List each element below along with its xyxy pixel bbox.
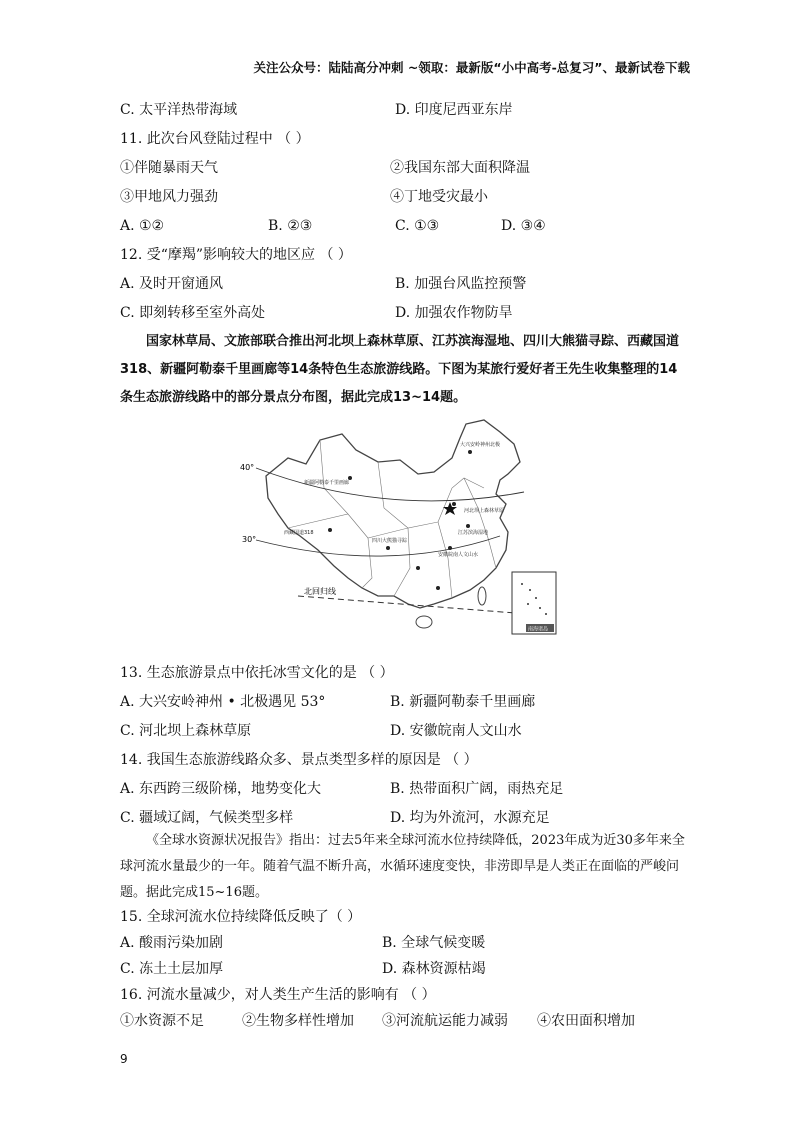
lat-40-line [256, 468, 524, 501]
q12-option-d: D. 加强农作物防旱 [395, 305, 513, 321]
tropic-label: 北回归线 [304, 587, 336, 596]
label-anhui: 安徽皖南人文山水 [438, 552, 479, 558]
q11-option-a: A. ①② [120, 218, 165, 234]
q12-option-b: B. 加强台风监控预警 [395, 276, 527, 292]
q12-option-a: A. 及时开窗通风 [120, 276, 224, 292]
q14-stem: 14. 我国生态旅游线路众多、景点类型多样的原因是 （ ） [120, 752, 478, 768]
passage-1: 国家林草局、文旅部联合推出河北坝上森林草原、江苏滨海湿地、四川大熊猫寻踪、西藏国道318、新疆阿勒泰千里画廊等14条特色生态旅游线路。下图为某旅行爱好者王先生收集整理的14条生态旅游线路中的部分景点分布图，据此完成13~14题。 [120, 334, 680, 405]
q16-item-3: ③河流航运能力减弱 [382, 1013, 508, 1029]
q15-option-c: C. 冻土土层加厚 [120, 961, 224, 977]
q11-stem: 11. 此次台风登陆过程中 （ ） [120, 131, 310, 147]
q14-option-d: D. 均为外流河，水源充足 [390, 810, 550, 826]
label-xizang: 西藏国道318 [284, 530, 314, 536]
china-outline [266, 420, 520, 608]
q14-option-b: B. 热带面积广阔，雨热充足 [390, 781, 564, 797]
q10-option-c: C. 太平洋热带海域 [120, 102, 238, 118]
q11-item-2: ②我国东部大面积降温 [390, 160, 530, 176]
q13-option-d: D. 安徽皖南人文山水 [390, 723, 522, 739]
q15-option-d: D. 森林资源枯竭 [382, 961, 486, 977]
taiwan-island [478, 587, 486, 605]
label-sichuan: 四川大熊猫寻踪 [372, 538, 408, 544]
q10-option-d: D. 印度尼西亚东岸 [395, 102, 513, 118]
q13-option-b: B. 新疆阿勒泰千里画廊 [390, 694, 536, 710]
hainan-island [416, 616, 432, 628]
scenic-spot-map [238, 418, 568, 646]
inset-label: 南海诸岛 [528, 626, 549, 633]
q13-option-a: A. 大兴安岭神州 • 北极遇见 53° [120, 694, 326, 710]
q13-option-c: C. 河北坝上森林草原 [120, 723, 252, 739]
q15-stem: 15. 全球河流水位持续降低反映了（ ） [120, 909, 362, 925]
q11-item-3: ③甲地风力强劲 [120, 189, 218, 205]
q16-item-2: ②生物多样性增加 [242, 1013, 354, 1029]
q16-item-1: ①水资源不足 [120, 1013, 204, 1029]
page-number: 9 [120, 1052, 128, 1066]
label-jiangsu: 江苏滨海湿地 [458, 530, 489, 536]
q14-option-c: C. 疆域辽阔，气候类型多样 [120, 810, 294, 826]
lat-30-label: 30° [242, 535, 257, 544]
label-xinjiang: 新疆阿勒泰千里画廊 [304, 480, 350, 486]
q11-option-d: D. ③④ [501, 218, 546, 234]
lat-40-label: 40° [240, 463, 255, 472]
q11-option-b: B. ②③ [268, 218, 313, 234]
q16-stem: 16. 河流水量减少，对人类生产生活的影响有 （ ） [120, 987, 436, 1003]
q12-option-c: C. 即刻转移至室外高处 [120, 305, 266, 321]
q14-option-a: A. 东西跨三级阶梯，地势变化大 [120, 781, 322, 797]
q11-option-c: C. ①③ [395, 218, 440, 234]
passage-2: 《全球水资源状况报告》指出：过去5年来全球河流水位持续降低，2023年成为近30多年来全球河流水量最少的一年。随着气温不断升高，水循环速度变快，非涝即旱是人类正在面临的严峻问题。据此完成15~16题。 [120, 833, 685, 900]
q13-stem: 13. 生态旅游景点中依托冰雪文化的是 （ ） [120, 665, 394, 681]
q16-item-4: ④农田面积增加 [537, 1013, 635, 1029]
tropic-line [298, 596, 528, 614]
q11-item-1: ①伴随暴雨天气 [120, 160, 218, 176]
q15-option-a: A. 酸雨污染加剧 [120, 935, 224, 951]
page-header: 关注公众号：陆陆高分冲刺 ~领取：最新版“小中高考-总复习”、最新试卷下载 [253, 60, 690, 75]
q15-option-b: B. 全球气候变暖 [382, 935, 486, 951]
q12-stem: 12. 受“摩羯”影响较大的地区应 （ ） [120, 247, 352, 263]
label-daxinganling: 大兴安岭神州北极 [460, 442, 501, 448]
q11-item-4: ④丁地受灾最小 [390, 189, 488, 205]
label-hebei: 河北坝上森林草原 [464, 508, 505, 514]
